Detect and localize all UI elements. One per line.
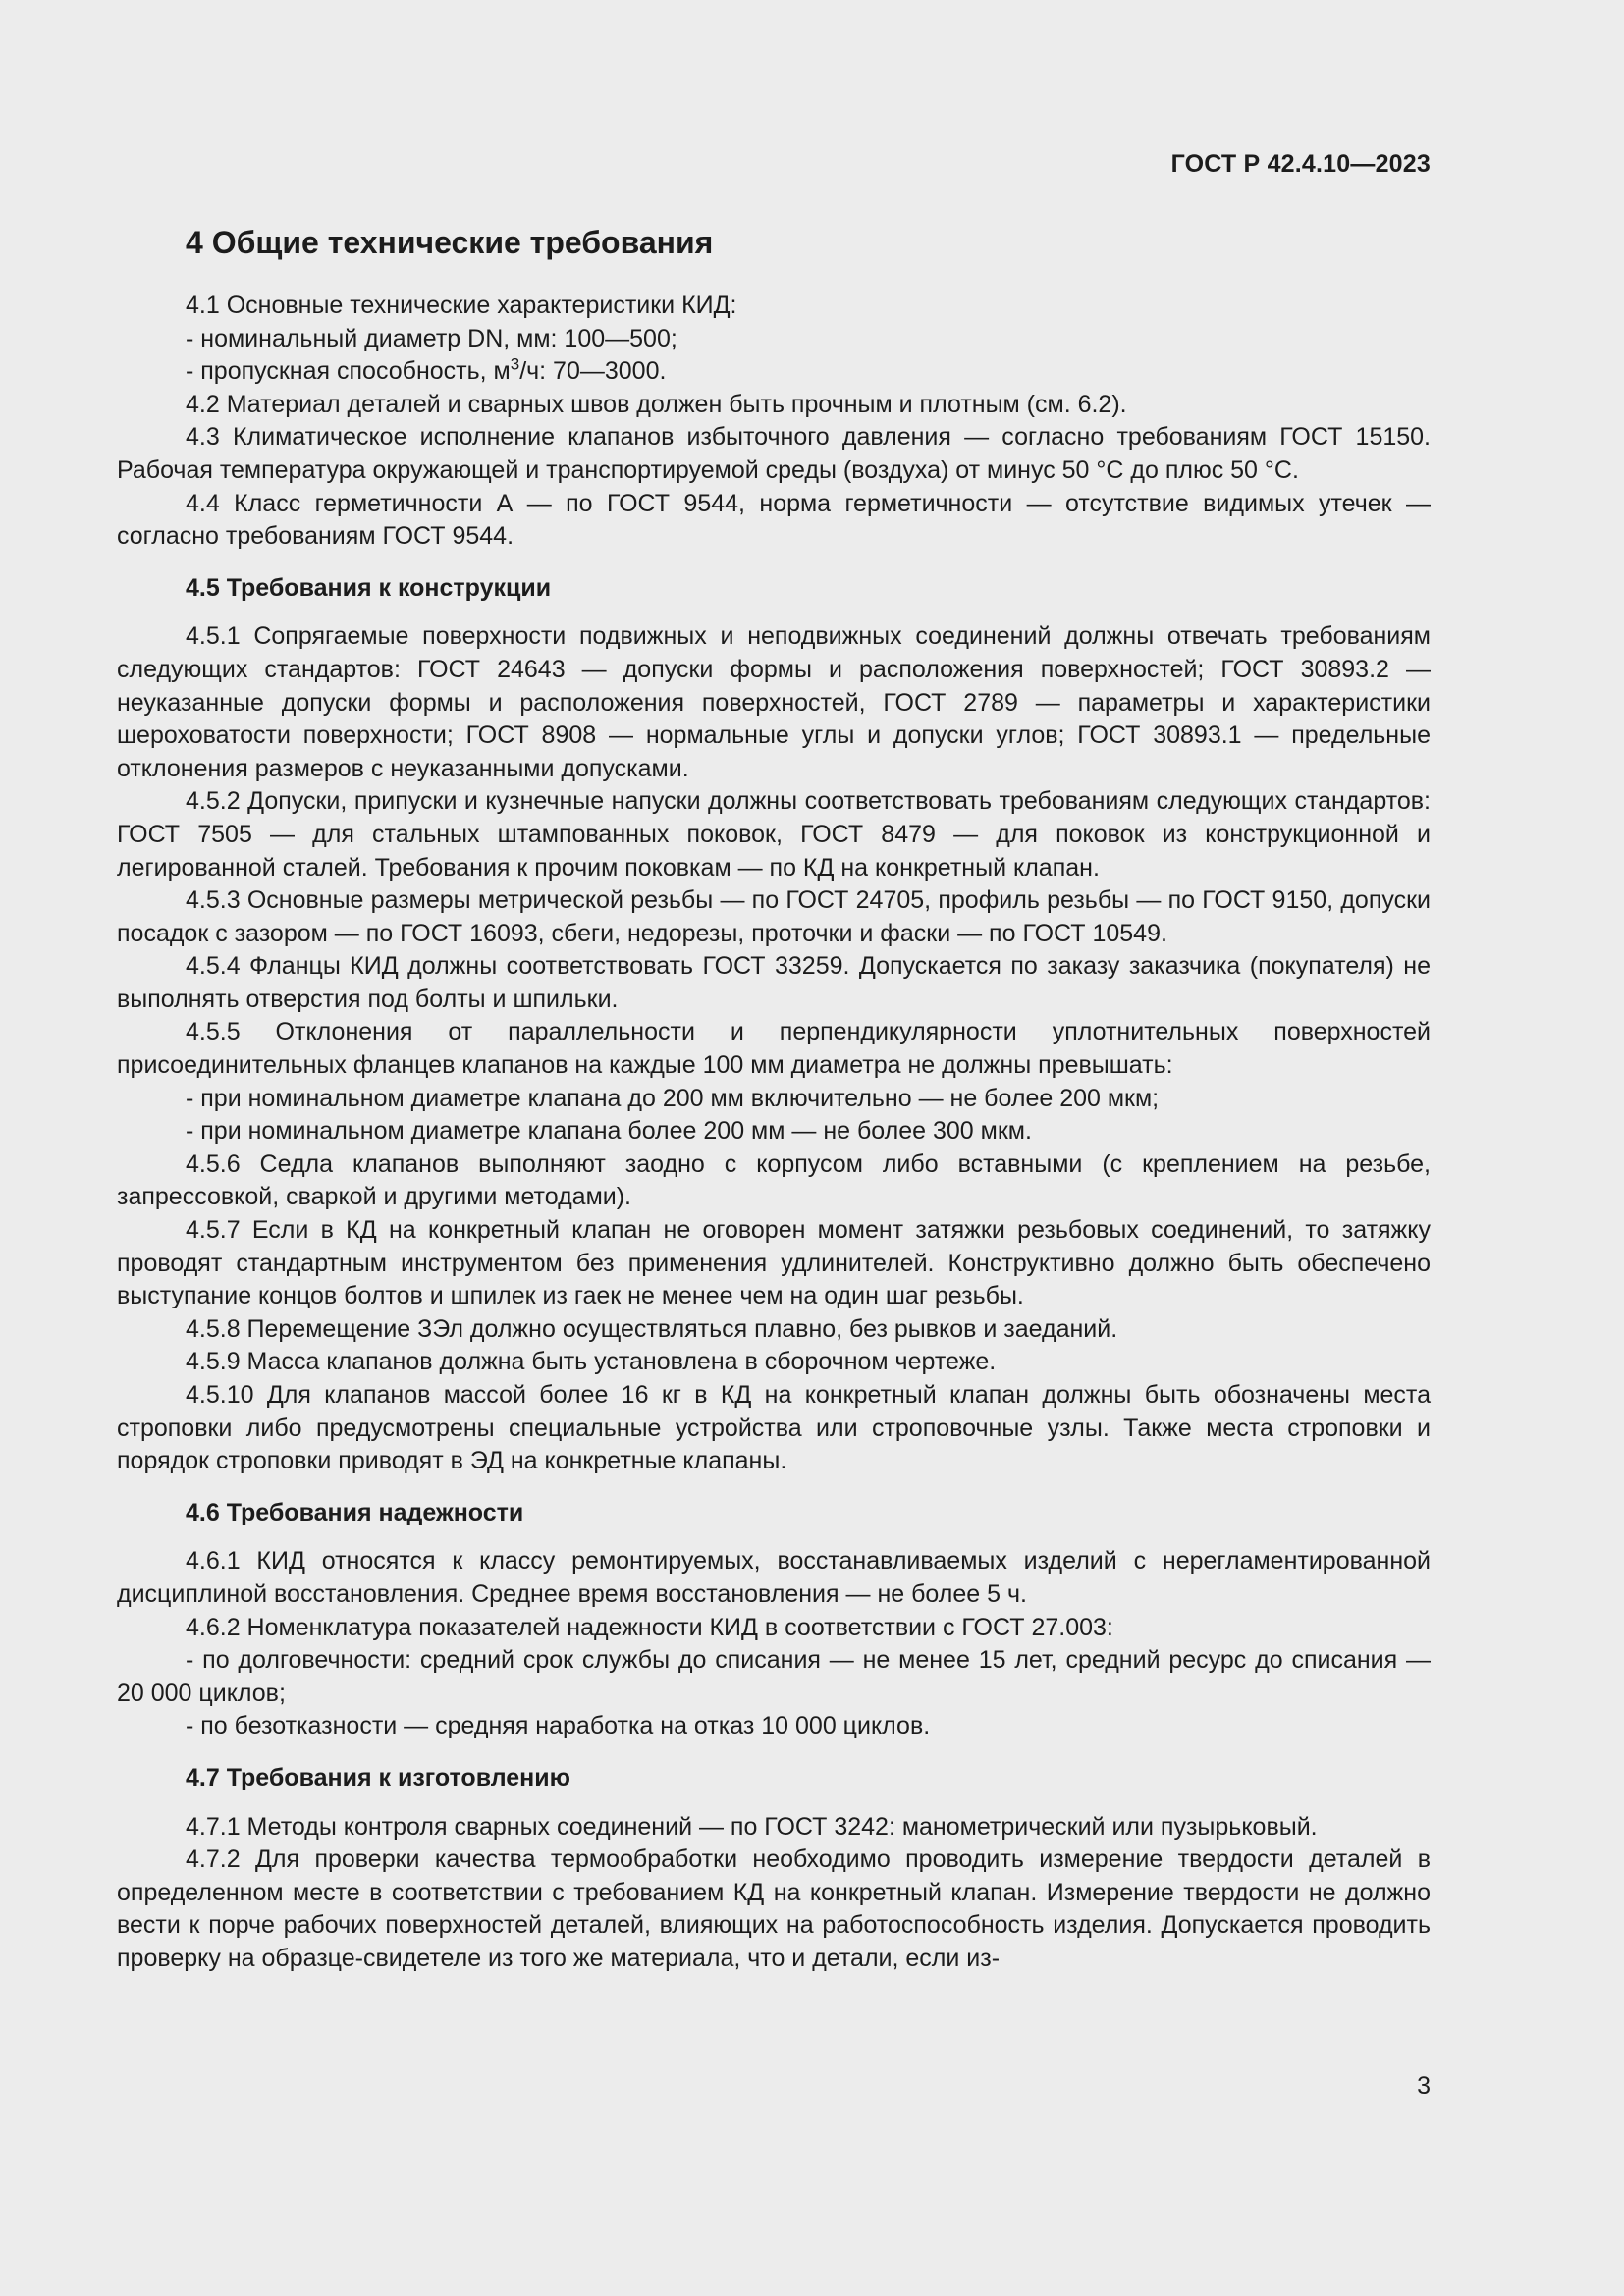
- page-content: [117, 220, 1431, 1976]
- list-item: - по долговечности: средний срок службы до списания — не менее 15 лет, средний ресурс до списания — 20 000 циклов;: [117, 1646, 1431, 1707]
- subsection-title: 4.6 Требования надежности: [186, 1498, 524, 1526]
- paragraph-4-5-4: 4.5.4 Фланцы КИД должны соответствовать ГОСТ 33259. Допускается по заказу заказчика (покупателя) не выполнять отверстия под болты и шпильки.: [117, 952, 1431, 1013]
- superscript: 3: [510, 354, 520, 374]
- subsection-title: 4.5 Требования к конструкции: [186, 573, 552, 602]
- paragraph-4-6-2: 4.6.2 Номенклатура показателей надежности КИД в соответствии с ГОСТ 27.003:: [186, 1613, 1113, 1641]
- paragraph-4-5-8: 4.5.8 Перемещение ЗЭл должно осуществляться плавно, без рывков и заеданий.: [186, 1314, 1118, 1343]
- paragraph-4-5-2: 4.5.2 Допуски, припуски и кузнечные напуски должны соответствовать требованиям следующих стандартов: ГОСТ 7505 — для стальных штампованных поковок, ГОСТ 8479 — для поковок из конструкционной и легированной сталей. Требования к прочим поковкам — по КД на конкретный клапан.: [117, 787, 1431, 881]
- subsection-title: 4.7 Требования к изготовлению: [186, 1763, 571, 1791]
- paragraph-4-5-6: 4.5.6 Седла клапанов выполняют заодно с корпусом либо вставными (с креплением на резьбе, запрессовкой, сваркой и другими методами).: [117, 1149, 1431, 1211]
- paragraph-4-5-10: 4.5.10 Для клапанов массой более 16 кг в КД на конкретный клапан должны быть обозначены места строповки либо предусмотрены специальные устройства или строповочные узлы. Также места строповки и порядок строповки приводят в ЭД на конкретные клапаны.: [117, 1381, 1431, 1475]
- document-code: ГОСТ Р 42.4.10—2023: [1170, 150, 1431, 178]
- paragraph-4-5-1: 4.5.1 Сопрягаемые поверхности подвижных и неподвижных соединений должны отвечать требованиям следующих стандартов: ГОСТ 24643 — допуски формы и расположения поверхностей; ГОСТ 30893.2 — неуказанные допуски формы и расположения поверхностей, ГОСТ 2789 — параметры и характеристики шероховатости поверхности; ГОСТ 8908 — нормальные углы и допуски углов; ГОСТ 30893.1 — предельные отклонения размеров с неуказанными допусками.: [117, 622, 1431, 782]
- paragraph-4-6-1: 4.6.1 КИД относятся к классу ремонтируемых, восстанавливаемых изделий с нерегламентированной дисциплиной восстановления. Среднее время восстановления — не более 5 ч.: [117, 1547, 1431, 1608]
- list-item: - номинальный диаметр DN, мм: 100—500;: [186, 324, 677, 352]
- list-item-text: - пропускная способность, м: [186, 357, 511, 386]
- paragraph-4-5-9: 4.5.9 Масса клапанов должна быть установлена в сборочном чертеже.: [186, 1348, 997, 1376]
- list-item: - по безотказности — средняя наработка на отказ 10 000 циклов.: [186, 1712, 931, 1740]
- paragraph-4-1: 4.1 Основные технические характеристики КИД:: [186, 292, 737, 319]
- paragraph-4-7-2: 4.7.2 Для проверки качества термообработки необходимо проводить измерение твердости деталей в определенном месте в соответствии с требованием КД на конкретный клапан. Измерение твердости не должно вести к порче рабочих поверхностей деталей, влияющих на работоспособность изделия. Допускается проводить проверку на образце-свидетеле из того же материала, что и детали, если из-: [117, 1845, 1431, 1972]
- paragraph-4-3: 4.3 Климатическое исполнение клапанов избыточного давления — согласно требованиям ГОСТ 15150. Рабочая температура окружающей и транспортируемой среды (воздуха) от минус 50 °С до плюс 50 °С.: [117, 423, 1431, 484]
- list-item: - при номинальном диаметре клапана более 200 мм — не более 300 мкм.: [186, 1117, 1032, 1146]
- paragraph-4-7-1: 4.7.1 Методы контроля сварных соединений — по ГОСТ 3242: манометрический или пузырьковый.: [186, 1812, 1318, 1841]
- list-item: [117, 355, 1431, 389]
- list-item: - при номинальном диаметре клапана до 200 мм включительно — не более 200 мкм;: [186, 1084, 1160, 1112]
- paragraph-4-5-3: 4.5.3 Основные размеры метрической резьбы — по ГОСТ 24705, профиль резьбы — по ГОСТ 9150, допуски посадок с зазором — по ГОСТ 16093, сбеги, недорезы, проточки и фаски — по ГОСТ 10549.: [117, 886, 1431, 947]
- list-item-text: /ч: 70—3000.: [519, 357, 667, 386]
- paragraph-4-4: 4.4 Класс герметичности А — по ГОСТ 9544, норма герметичности — отсутствие видимых утечек — согласно требованиям ГОСТ 9544.: [117, 489, 1431, 551]
- paragraph-4-2: 4.2 Материал деталей и сварных швов должен быть прочным и плотным (см. 6.2).: [186, 390, 1127, 418]
- paragraph-4-5-5: 4.5.5 Отклонения от параллельности и перпендикулярности уплотнительных поверхностей присоединительных фланцев клапанов на каждые 100 мм диаметра не должны превышать:: [117, 1018, 1431, 1080]
- page-number: 3: [1417, 2072, 1431, 2100]
- paragraph-4-5-7: 4.5.7 Если в КД на конкретный клапан не оговорен момент затяжки резьбовых соединений, то затяжку проводят стандартным инструментом без применения удлинителей. Конструктивно должно быть обеспечено выступание концов болтов и шпилек из гаек не менее чем на один шаг резьбы.: [117, 1216, 1431, 1310]
- section-title: 4 Общие технические требования: [186, 225, 714, 260]
